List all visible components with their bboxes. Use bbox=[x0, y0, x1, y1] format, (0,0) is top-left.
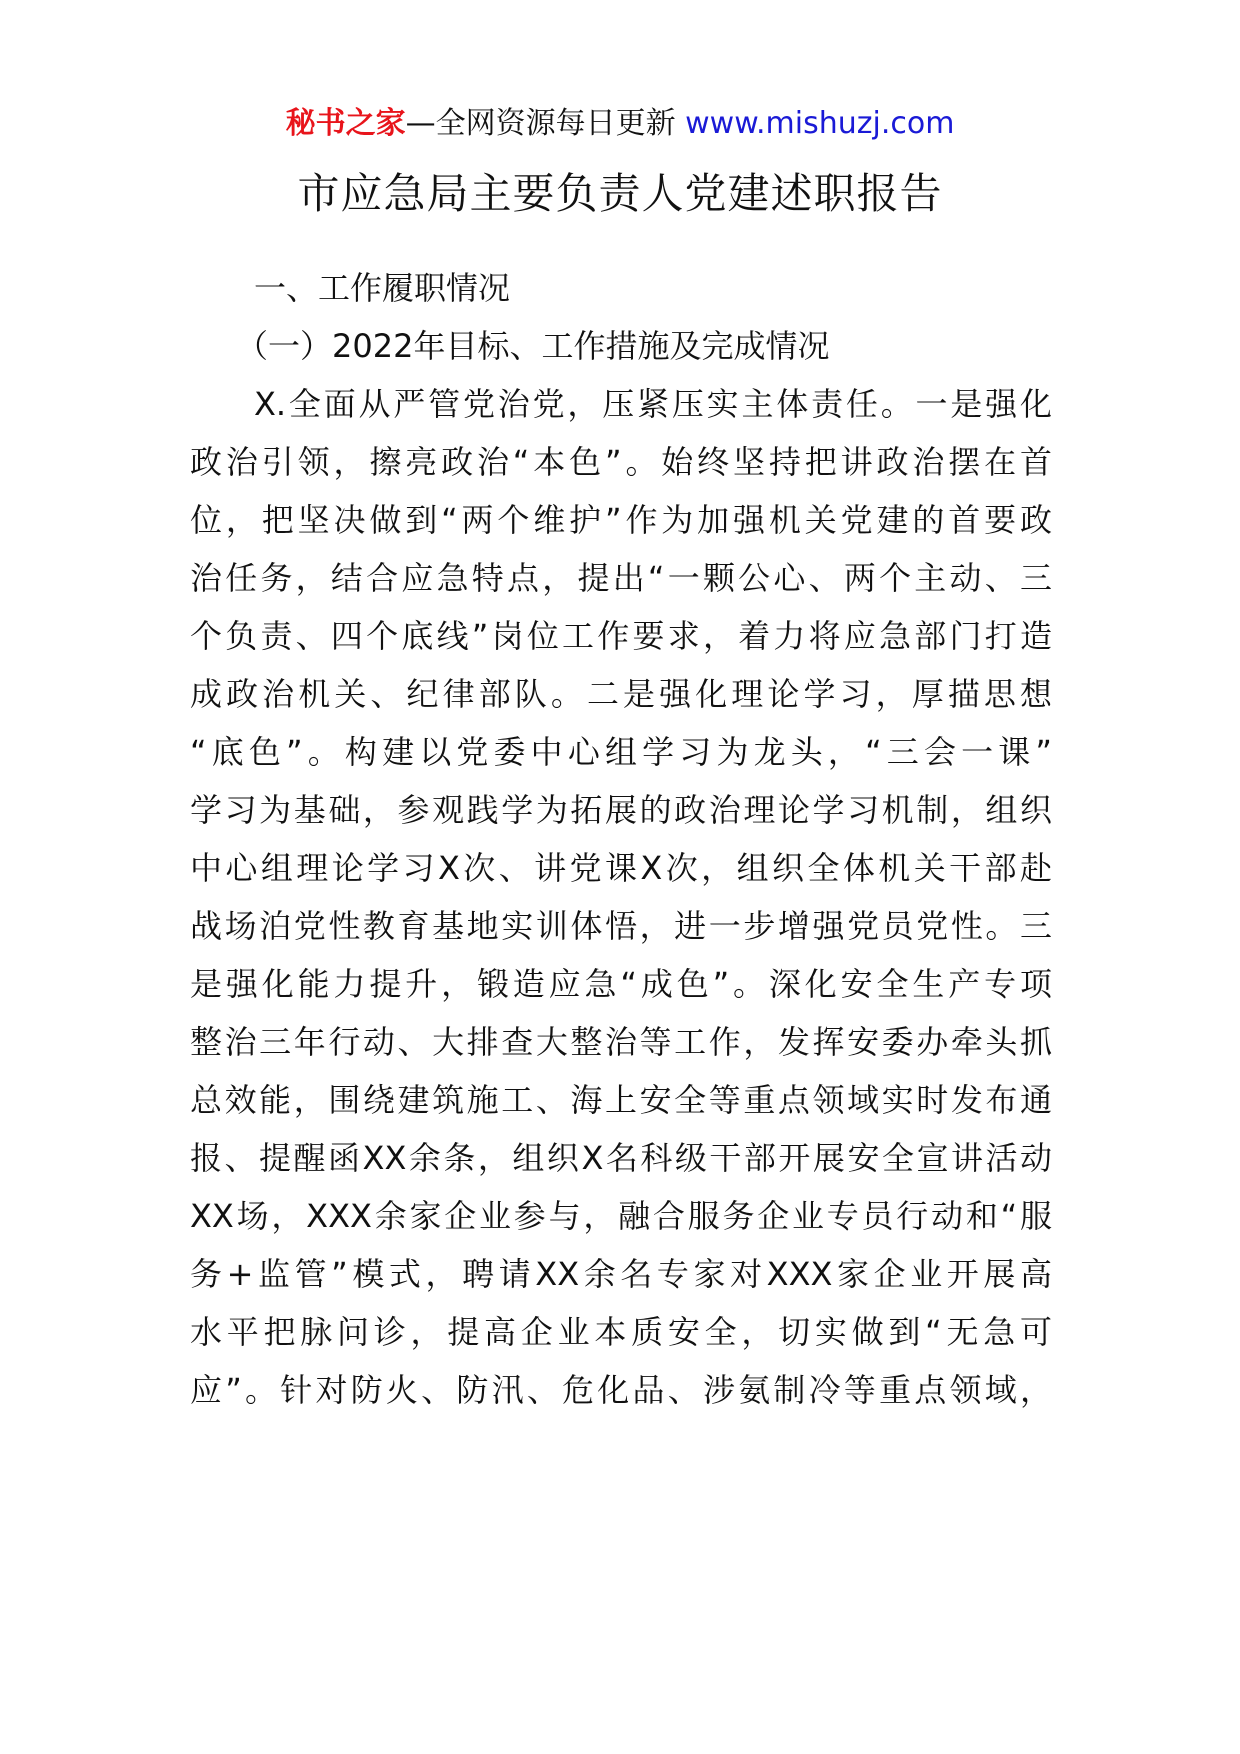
body-line: 个负责、四个底线”岗位工作要求，着力将应急部门打造 bbox=[190, 617, 1052, 655]
body-line: 位，把坚决做到“两个维护”作为加强机关党建的首要政 bbox=[190, 501, 1052, 539]
body-line: XX场，XXX余家企业参与，融合服务企业专员行动和“服 bbox=[190, 1197, 1052, 1235]
body-line: 战场泊党性教育基地实训体悟，进一步增强党员党性。三 bbox=[190, 907, 1052, 945]
body-line: 中心组理论学习X次、讲党课X次，组织全体机关干部赴 bbox=[190, 849, 1052, 887]
body-line: 报、提醒函XX余条，组织X名科级干部开展安全宣讲活动 bbox=[190, 1139, 1052, 1177]
section-heading: 一、工作履职情况 bbox=[254, 269, 511, 307]
body-line: 治任务，结合应急特点，提出“一颗公心、两个主动、三 bbox=[190, 559, 1052, 597]
body-line: 是强化能力提升，锻造应急“成色”。深化安全生产专项 bbox=[190, 965, 1052, 1003]
document-title: 市应急局主要负责人党建述职报告 bbox=[297, 169, 943, 218]
body-line: 整治三年行动、大排查大整治等工作，发挥安委办牵头抓 bbox=[190, 1023, 1052, 1061]
site-url-link[interactable]: www.mishuzj.com bbox=[685, 106, 955, 141]
body-line: 政治引领，擦亮政治“本色”。始终坚持把讲政治摆在首 bbox=[190, 443, 1052, 481]
body-line: 总效能，围绕建筑施工、海上安全等重点领域实时发布通 bbox=[190, 1081, 1052, 1119]
subsection-heading: （一）2022年目标、工作措施及完成情况 bbox=[236, 327, 830, 365]
body-line: 成政治机关、纪律部队。二是强化理论学习，厚描思想 bbox=[190, 675, 1052, 713]
header-tagline: —全网资源每日更新 bbox=[405, 106, 686, 141]
body-line: 应”。针对防火、防汛、危化品、涉氨制冷等重点领域， bbox=[190, 1371, 1052, 1409]
body-line: X.全面从严管党治党，压紧压实主体责任。一是强化 bbox=[254, 385, 1052, 423]
body-line: 务+监管”模式，聘请XX余名专家对XXX家企业开展高 bbox=[190, 1255, 1052, 1293]
brand-name: 秘书之家 bbox=[285, 106, 406, 141]
site-header bbox=[0, 104, 1240, 144]
body-line: “底色”。构建以党委中心组学习为龙头，“三会一课” bbox=[190, 733, 1052, 771]
body-line: 学习为基础，参观践学为拓展的政治理论学习机制，组织 bbox=[190, 791, 1052, 829]
body-line: 水平把脉问诊，提高企业本质安全，切实做到“无急可 bbox=[190, 1313, 1052, 1351]
